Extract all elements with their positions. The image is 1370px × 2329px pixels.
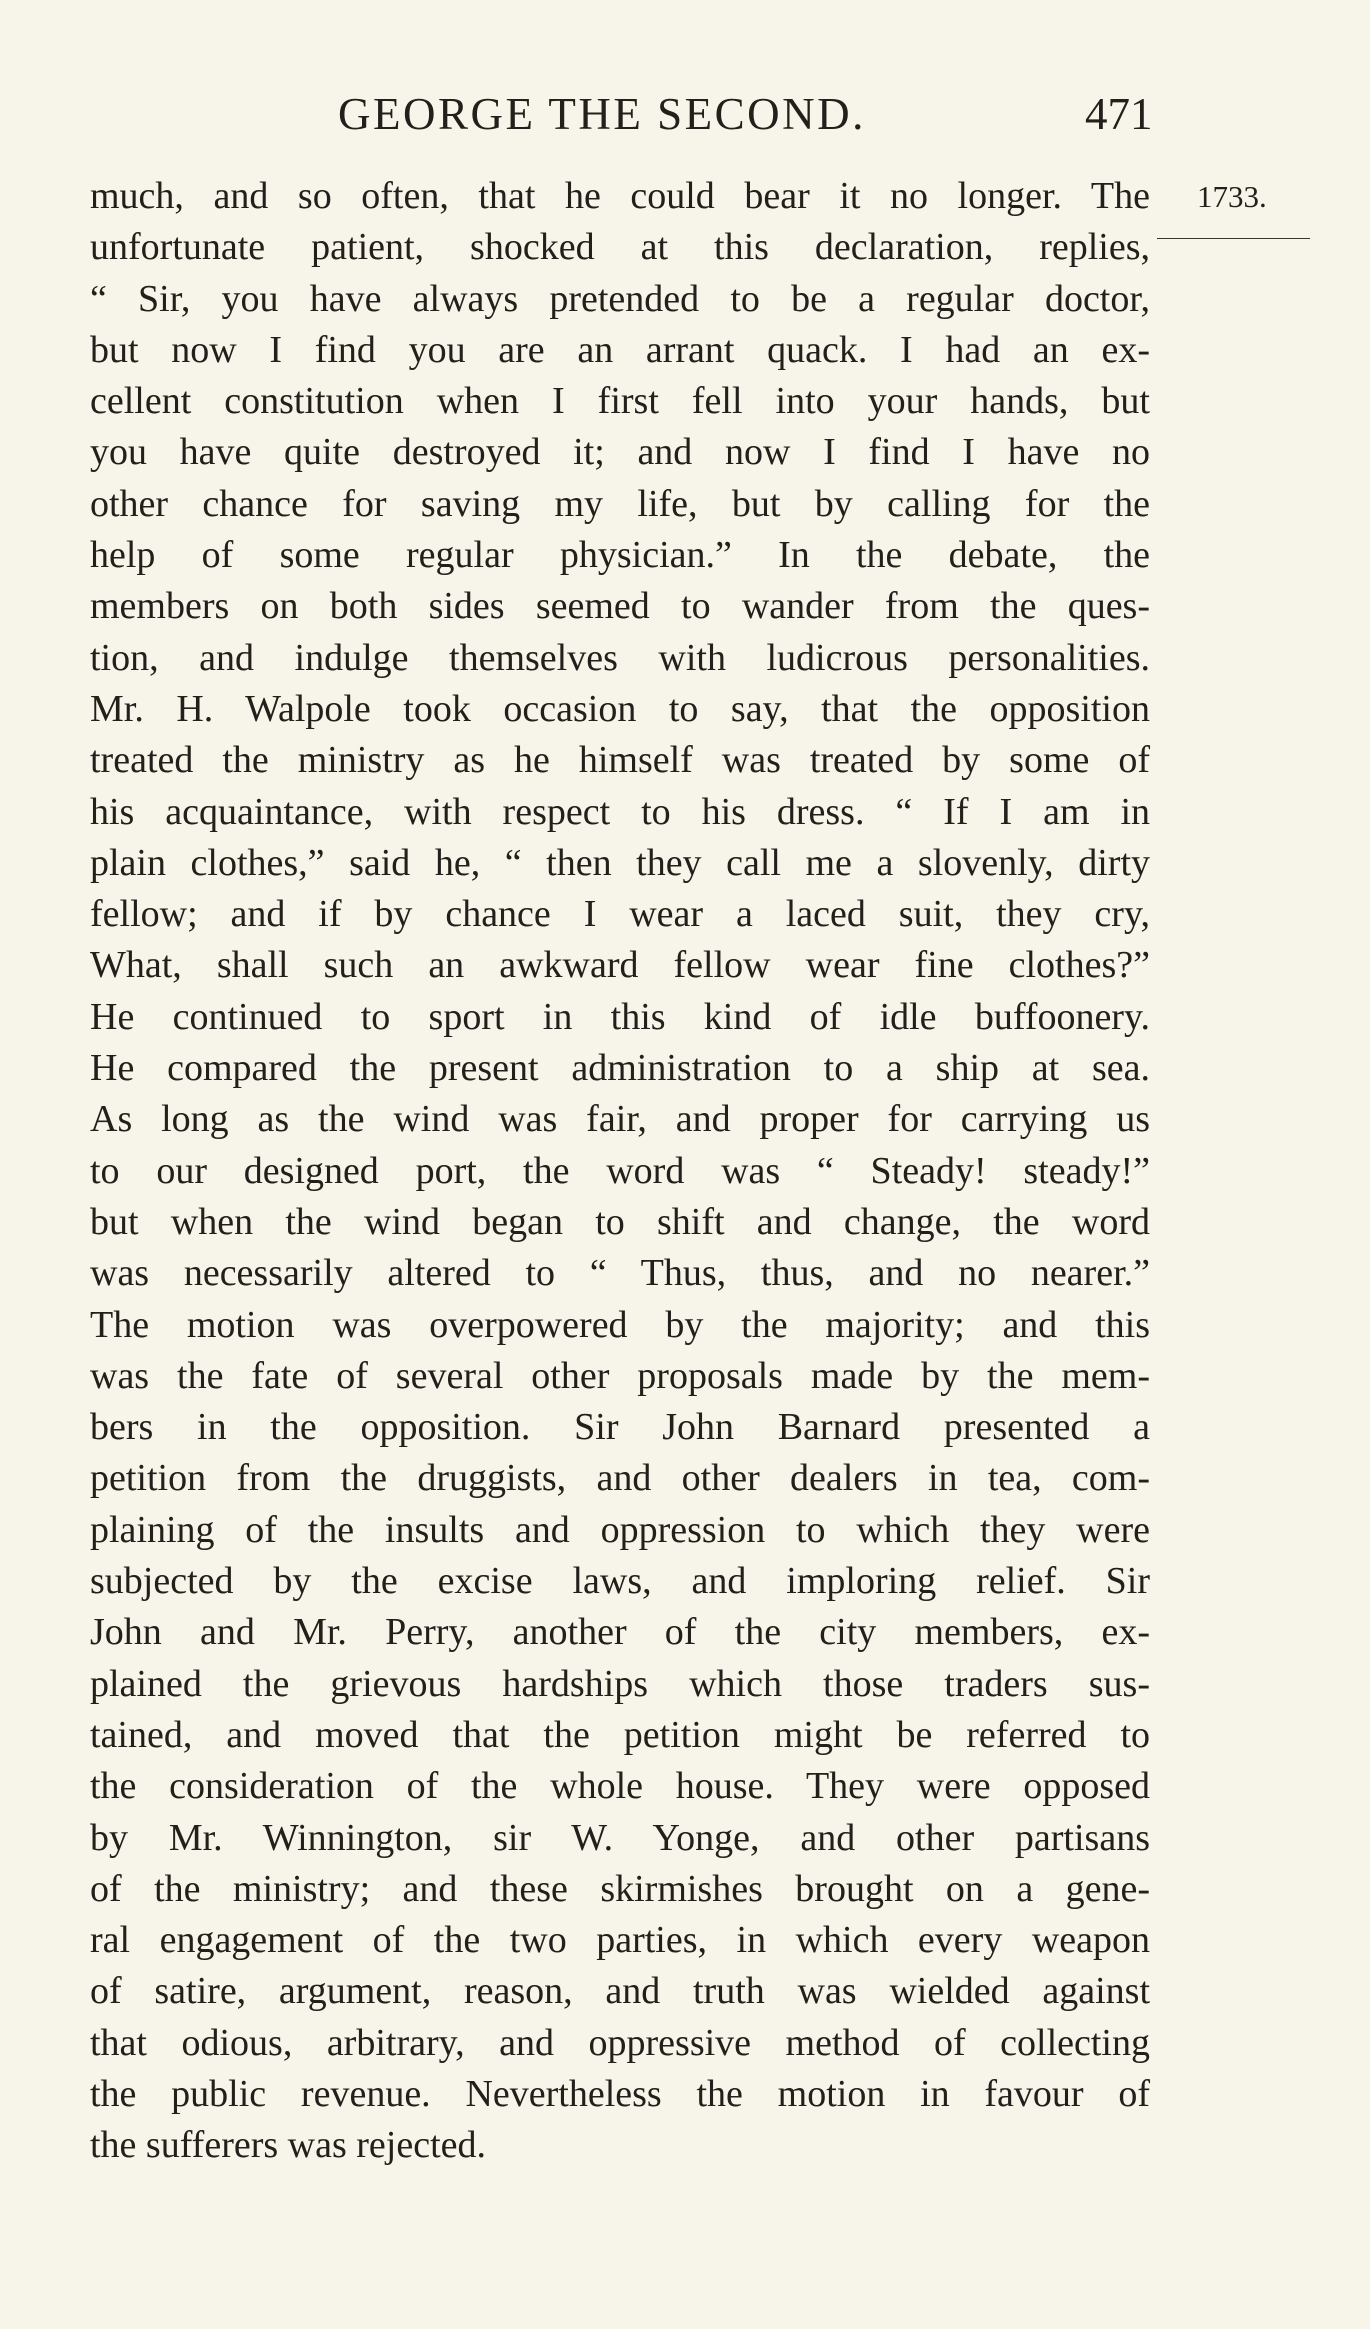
text-line: the consideration of the whole house. They were opposed <box>90 1765 1150 1808</box>
text-line: his acquaintance, with respect to his dress. “ If I am in <box>90 790 1150 833</box>
text-line: “ Sir, you have always pretended to be a regular doctor, <box>90 277 1150 320</box>
text-line: plain clothes,” said he, “ then they call me a slovenly, dirty <box>90 841 1150 884</box>
text-line: the sufferers was rejected. <box>90 2124 486 2167</box>
text-line: was necessarily altered to “ Thus, thus, and no nearer.” <box>90 1252 1150 1295</box>
text-line: other chance for saving my life, but by calling for the <box>90 482 1150 525</box>
text-line: was the fate of several other proposals made by the mem- <box>90 1354 1150 1397</box>
text-line: petition from the druggists, and other dealers in tea, com- <box>90 1457 1150 1500</box>
text-line: subjected by the excise laws, and imploring relief. Sir <box>90 1560 1150 1603</box>
text-line: He continued to sport in this kind of idle buffoonery. <box>90 995 1150 1038</box>
running-title: GEORGE THE SECOND. <box>338 89 866 139</box>
text-line: by Mr. Winnington, sir W. Yonge, and other partisans <box>90 1816 1150 1859</box>
body-text <box>90 171 1150 2172</box>
text-line: you have quite destroyed it; and now I find I have no <box>90 431 1150 474</box>
text-line: What, shall such an awkward fellow wear fine clothes?” <box>90 944 1150 987</box>
text-line: unfortunate patient, shocked at this declaration, replies, <box>90 226 1150 269</box>
text-line: the public revenue. Nevertheless the motion in favour of <box>90 2072 1150 2115</box>
text-line: As long as the wind was fair, and proper for carrying us <box>90 1098 1150 1141</box>
text-line: Mr. H. Walpole took occasion to say, that the opposition <box>90 687 1150 730</box>
text-line: plained the grievous hardships which those traders sus- <box>90 1662 1150 1705</box>
text-line: members on both sides seemed to wander from the ques- <box>90 585 1150 628</box>
text-line: John and Mr. Perry, another of the city members, ex- <box>90 1611 1150 1654</box>
page-number: 471 <box>1085 89 1153 139</box>
margin-year: 1733. <box>1197 179 1267 214</box>
text-line: He compared the present administration to a ship at sea. <box>90 1047 1150 1090</box>
text-line: plaining of the insults and oppression to which they were <box>90 1508 1150 1551</box>
text-line: fellow; and if by chance I wear a laced suit, they cry, <box>90 893 1150 936</box>
text-line: ral engagement of the two parties, in which every weapon <box>90 1919 1150 1962</box>
text-line: tion, and indulge themselves with ludicrous personalities. <box>90 636 1150 679</box>
text-line: to our designed port, the word was “ Steady! steady!” <box>90 1149 1150 1192</box>
text-line: help of some regular physician.” In the debate, the <box>90 534 1150 577</box>
text-line: that odious, arbitrary, and oppressive method of collecting <box>90 2021 1150 2064</box>
text-line: but now I find you are an arrant quack. I had an ex- <box>90 328 1150 371</box>
text-line: bers in the opposition. Sir John Barnard presented a <box>90 1406 1150 1449</box>
text-line: of satire, argument, reason, and truth was wielded against <box>90 1970 1150 2013</box>
text-line: but when the wind began to shift and change, the word <box>90 1200 1150 1243</box>
margin-rule <box>1157 238 1310 239</box>
text-line: The motion was overpowered by the majority; and this <box>90 1303 1150 1346</box>
running-head <box>90 88 1153 148</box>
text-line: much, and so often, that he could bear it no longer. The <box>90 175 1150 217</box>
text-line: treated the ministry as he himself was treated by some of <box>90 739 1150 782</box>
text-line: tained, and moved that the petition might be referred to <box>90 1713 1150 1756</box>
text-line: of the ministry; and these skirmishes brought on a gene- <box>90 1867 1150 1910</box>
text-line: cellent constitution when I first fell into your hands, but <box>90 380 1150 423</box>
